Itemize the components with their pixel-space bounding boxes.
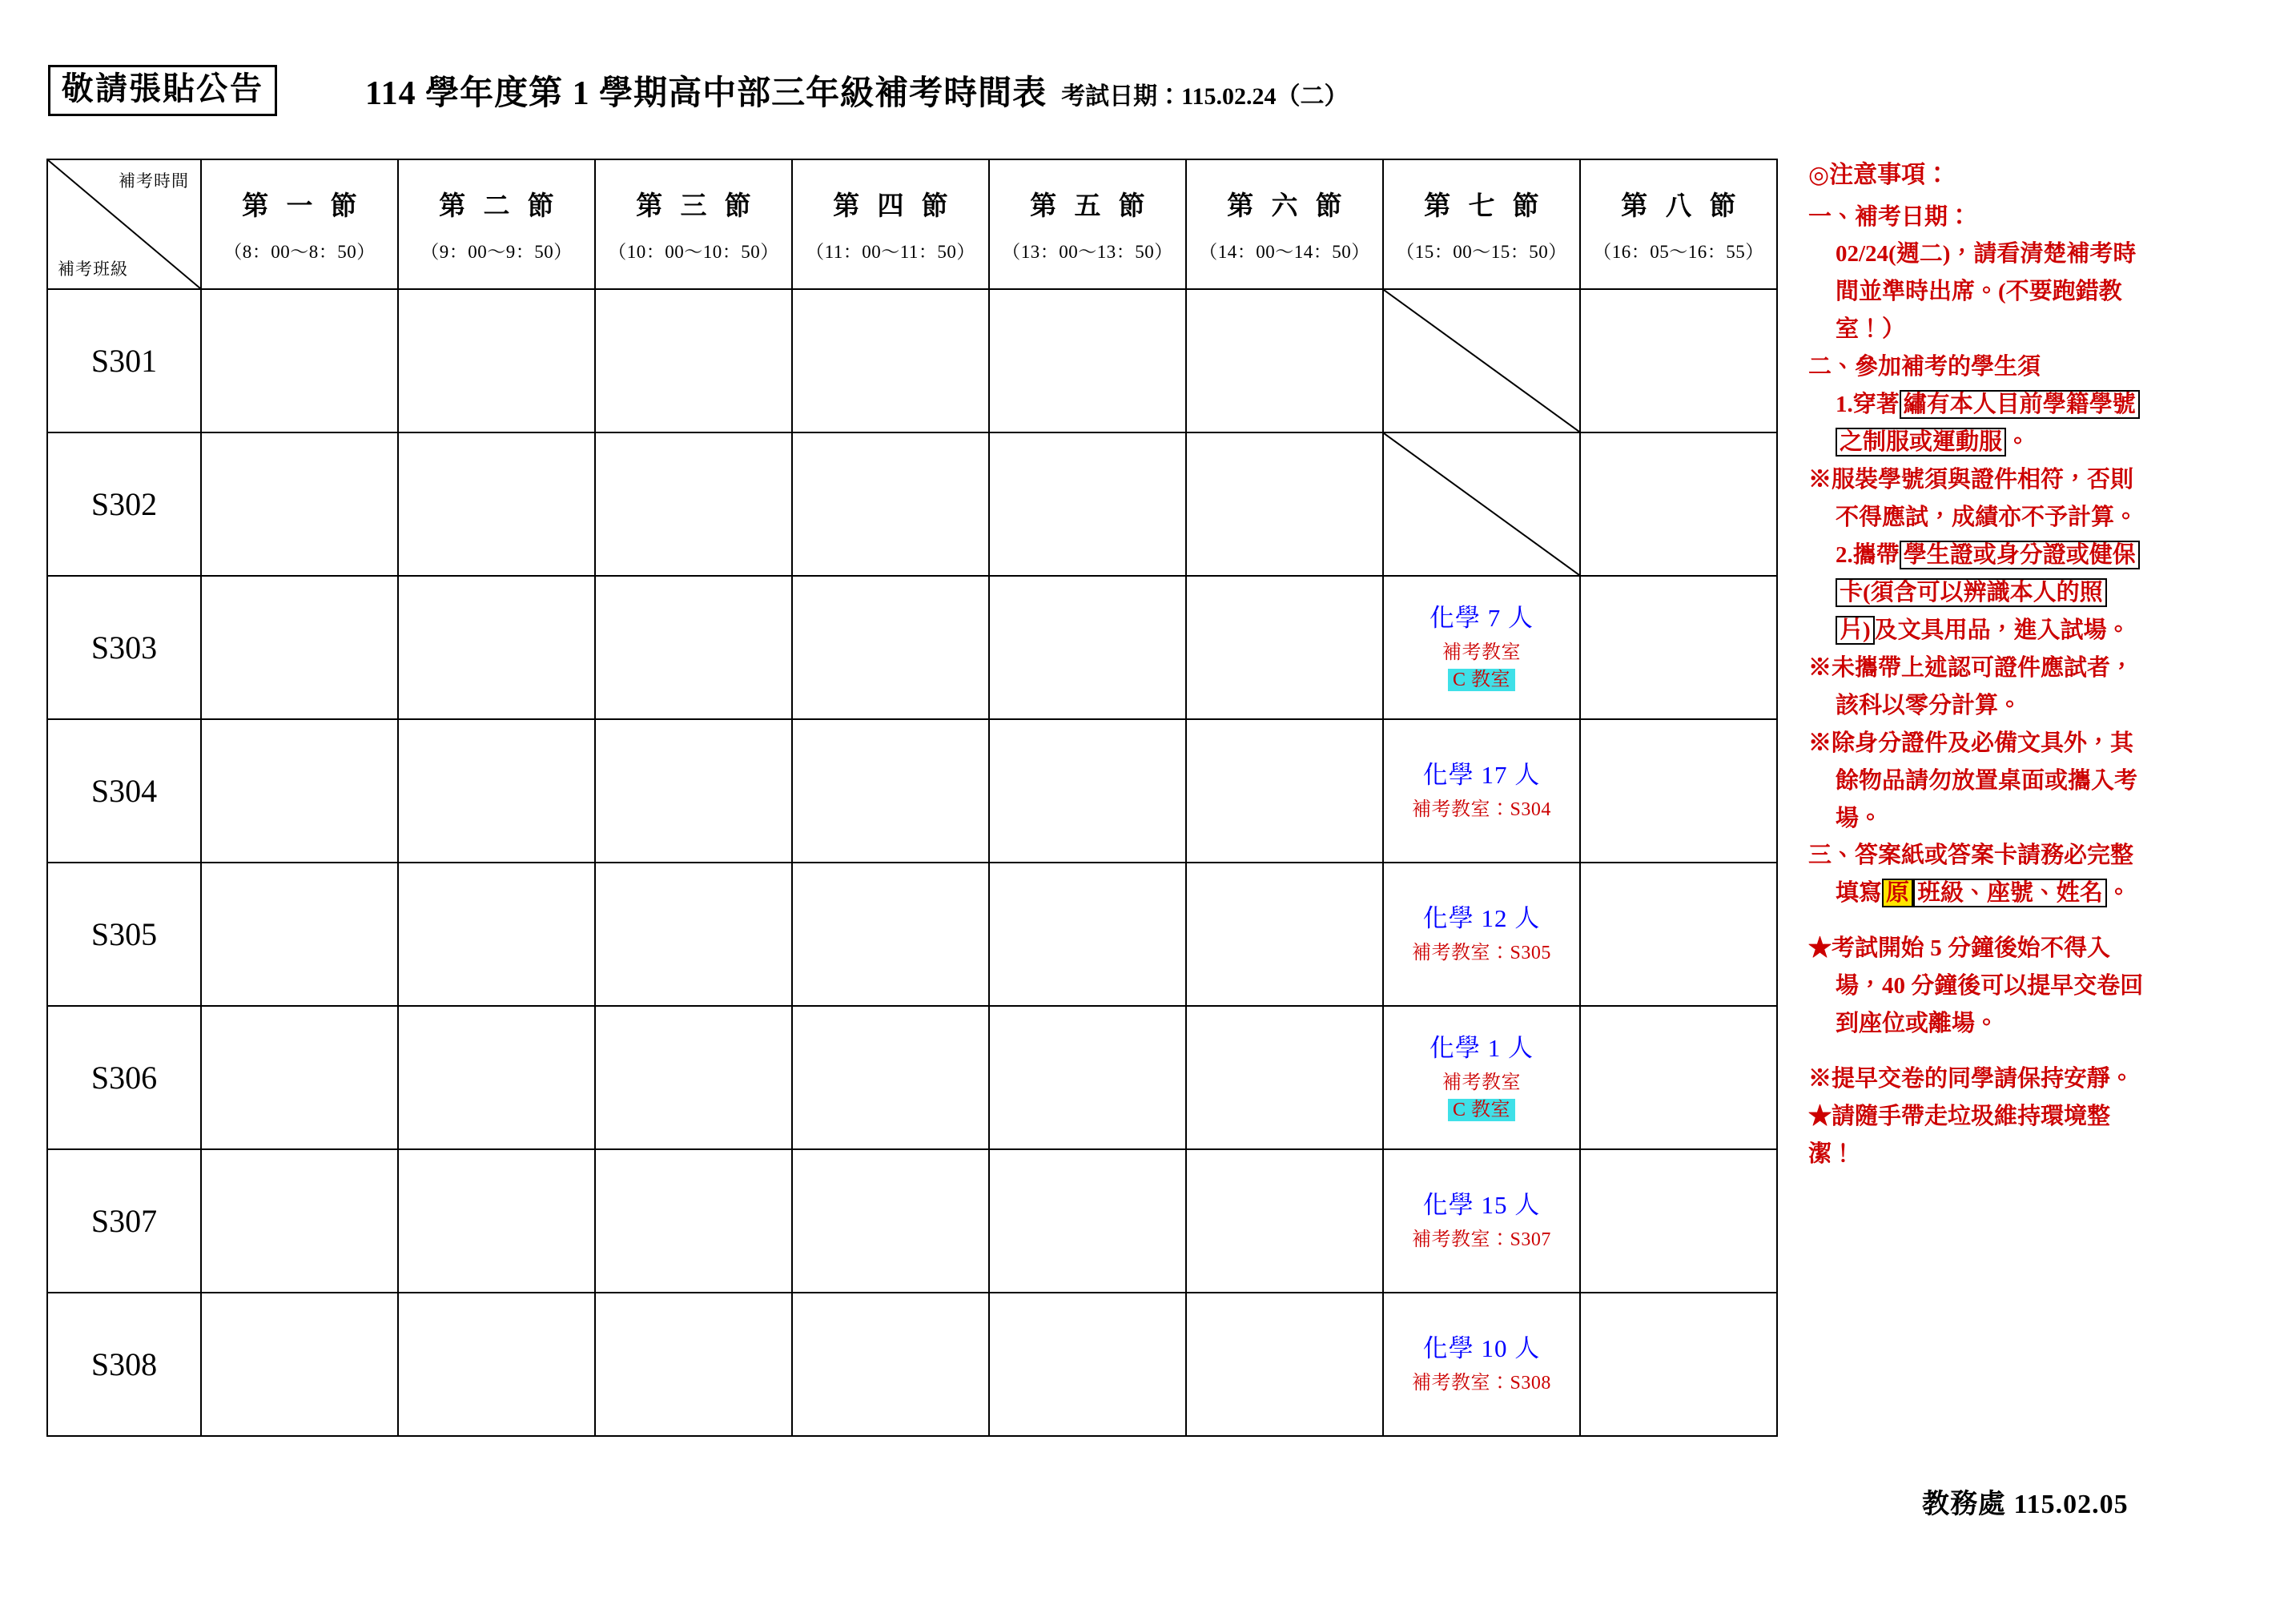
exam-room-wrap (1387, 668, 1576, 692)
page-header (48, 62, 2248, 119)
note-d: ※提早交卷的同學請保持安靜。 (1808, 1066, 2134, 1092)
note-item2-1-boxed2: 之制服或運動服 (1836, 428, 2006, 457)
period-time-6: （14：00～14：50） (1199, 242, 1370, 262)
slot-s307-p6 (1186, 1149, 1383, 1293)
exam-date: 考試日期：115.02.24（二） (1061, 83, 1349, 110)
slot-s308-p5 (989, 1293, 1186, 1436)
slot-s304-p1 (201, 719, 398, 863)
note-star1-line3: 到座位或離場。 (1836, 1011, 1999, 1037)
slot-s302-p2 (398, 432, 595, 576)
slot-s307-p5 (989, 1149, 1186, 1293)
slot-s301-p1 (201, 289, 398, 432)
corner-header-cell (47, 159, 201, 289)
exam-room-label: 補考教室：S307 (1412, 1229, 1551, 1250)
notes-spacer-2 (1808, 1044, 2265, 1061)
note-item3-highlight: 原 (1882, 879, 1913, 907)
slot-s306-p2 (398, 1006, 595, 1149)
note-star2-line2: 潔！ (1808, 1141, 1856, 1167)
slot-s305-p4 (792, 863, 989, 1006)
slot-s306-p8 (1580, 1006, 1777, 1149)
note-item2-1-prefix: 1.穿著 (1836, 392, 1900, 418)
period-name-3: 第 三 節 (636, 192, 757, 221)
period-time-8: （16：05～16：55） (1593, 242, 1764, 262)
period-name-8: 第 八 節 (1621, 192, 1742, 221)
slot-s306-p5 (989, 1006, 1186, 1149)
slot-s305-p8 (1580, 863, 1777, 1006)
corner-class-label: 補考班級 (58, 259, 128, 279)
diagonal-strike-icon (1384, 290, 1579, 432)
slot-s301-p8 (1580, 289, 1777, 432)
note-c-line1: ※除身分證件及必備文具外，其 (1808, 730, 2134, 756)
exam-subject: 化學 7 人 (1429, 604, 1534, 633)
exam-entry (1384, 1028, 1579, 1127)
note-item1-line2: 間並準時出席。(不要跑錯教 (1836, 279, 2122, 305)
note-star2-line1: ★請隨手帶走垃圾維持環境整 (1808, 1104, 2111, 1130)
exam-date-emphasis: 02/24(週二) (1836, 241, 1951, 267)
note-item2-2-prefix: 2.攜帶 (1836, 541, 1900, 568)
note-item2-1-line2 (1808, 424, 2265, 461)
table-row (47, 719, 1777, 863)
slot-s304-p2 (398, 719, 595, 863)
exam-entry (1384, 899, 1579, 970)
period-time-2: （9：00～9：50） (420, 242, 573, 262)
slot-s302-p7 (1383, 432, 1580, 576)
slot-s305-p1 (201, 863, 398, 1006)
slot-s303-p6 (1186, 576, 1383, 719)
slot-s305-p3 (595, 863, 792, 1006)
note-star1-line1: ★考試開始 5 分鐘後始不得入 (1808, 935, 2111, 962)
diagonal-strike-icon (1384, 433, 1579, 575)
class-label-s305: S305 (47, 863, 201, 1006)
slot-s304-p6 (1186, 719, 1383, 863)
exam-entry (1384, 598, 1579, 697)
period-header-2 (398, 159, 595, 289)
period-time-4: （11：00～11：50） (806, 242, 975, 262)
table-row (47, 289, 1777, 432)
note-a-line2: 不得應試，成績亦不予計算。 (1836, 505, 2138, 530)
class-label-s302: S302 (47, 432, 201, 576)
note-item1-line1 (1808, 236, 2265, 272)
note-b-line1: ※未攜帶上述認可證件應試者， (1808, 654, 2134, 681)
slot-s301-p2 (398, 289, 595, 432)
notes-spacer-1 (1808, 913, 2265, 931)
slot-s302-p8 (1580, 432, 1777, 576)
period-header-7 (1383, 159, 1580, 289)
slot-s302-p1 (201, 432, 398, 576)
exam-entry (1384, 1329, 1579, 1400)
slot-s308-p1 (201, 1293, 398, 1436)
slot-s308-p4 (792, 1293, 989, 1436)
slot-s303-p7 (1383, 576, 1580, 719)
period-name-6: 第 六 節 (1227, 192, 1348, 221)
slot-s303-p2 (398, 576, 595, 719)
slot-s302-p4 (792, 432, 989, 576)
table-header-row (47, 159, 1777, 289)
slot-s305-p5 (989, 863, 1186, 1006)
note-item1-heading: 一、補考日期： (1808, 203, 1972, 230)
note-item2-1-line1 (1808, 387, 2265, 423)
slot-s304-p4 (792, 719, 989, 863)
slot-s307-p4 (792, 1149, 989, 1293)
notes-title: ◎注意事項： (1808, 162, 1950, 188)
note-item2-2-line2 (1808, 575, 2265, 611)
note-item1-line1-rest: ，請看清楚補考時 (1950, 241, 2137, 267)
note-item2-2-suffix: 及文具用品，進入試場。 (1874, 617, 2130, 643)
office-signature: 教務處 115.02.05 (1922, 1490, 2129, 1519)
slot-s306-p7 (1383, 1006, 1580, 1149)
period-header-8 (1580, 159, 1777, 289)
slot-s307-p1 (201, 1149, 398, 1293)
period-header-1 (201, 159, 398, 289)
class-label-s304: S304 (47, 719, 201, 863)
exam-subject: 化學 12 人 (1422, 904, 1541, 933)
exam-subject: 化學 1 人 (1429, 1034, 1534, 1063)
table-row (47, 432, 1777, 576)
note-c-line3: 場。 (1836, 805, 1883, 831)
slot-s303-p3 (595, 576, 792, 719)
slot-s306-p1 (201, 1006, 398, 1149)
slot-s302-p6 (1186, 432, 1383, 576)
table-row (47, 576, 1777, 719)
note-item2-1-suffix: 。 (2006, 429, 2030, 456)
exam-room-value: C 教室 (1448, 669, 1515, 691)
period-name-2: 第 二 節 (439, 192, 560, 221)
notes-panel (1808, 157, 2265, 1174)
class-label-s306: S306 (47, 1006, 201, 1149)
period-name-4: 第 四 節 (833, 192, 954, 221)
exam-room-label: 補考教室：S304 (1412, 798, 1551, 820)
note-star1-line2: 場，40 分鐘後可以提早交卷回 (1836, 973, 2144, 1000)
note-item3-line2 (1808, 875, 2265, 911)
slot-s304-p5 (989, 719, 1186, 863)
slot-s303-p4 (792, 576, 989, 719)
note-item3-boxed: 班級、座號、姓名 (1913, 879, 2107, 907)
table-row (47, 1293, 1777, 1436)
exam-room-label: 補考教室：S308 (1412, 1372, 1551, 1394)
slot-s308-p7 (1383, 1293, 1580, 1436)
class-label-s303: S303 (47, 576, 201, 719)
note-item2-2-boxed2: 卡(須含可以辨識本人的照 (1836, 578, 2107, 607)
slot-s306-p3 (595, 1006, 792, 1149)
page-title: 114 學年度第 1 學期高中部三年級補考時間表 (365, 75, 1047, 112)
title-block (365, 66, 1349, 115)
exam-subject: 化學 17 人 (1422, 761, 1541, 790)
note-item2-2-line3 (1808, 613, 2265, 649)
slot-s304-p8 (1580, 719, 1777, 863)
slot-s303-p5 (989, 576, 1186, 719)
slot-s307-p7 (1383, 1149, 1580, 1293)
class-label-s307: S307 (47, 1149, 201, 1293)
slot-s305-p6 (1186, 863, 1383, 1006)
class-label-s301: S301 (47, 289, 201, 432)
slot-s304-p3 (595, 719, 792, 863)
class-label-s308: S308 (47, 1293, 201, 1436)
slot-s307-p8 (1580, 1149, 1777, 1293)
slot-s301-p7 (1383, 289, 1580, 432)
exam-room-label: 補考教室 (1442, 642, 1521, 663)
exam-room-value: C 教室 (1448, 1099, 1515, 1121)
slot-s303-p8 (1580, 576, 1777, 719)
period-header-6 (1186, 159, 1383, 289)
makeup-exam-schedule-table (46, 159, 1778, 1437)
period-time-7: （15：00～15：50） (1396, 242, 1567, 262)
note-item2-2-boxed: 學生證或身分證或健保 (1900, 541, 2140, 569)
slot-s308-p3 (595, 1293, 792, 1436)
period-name-7: 第 七 節 (1424, 192, 1545, 221)
slot-s303-p1 (201, 576, 398, 719)
table-row (47, 863, 1777, 1006)
slot-s301-p4 (792, 289, 989, 432)
slot-s308-p6 (1186, 1293, 1383, 1436)
exam-subject: 化學 10 人 (1422, 1334, 1541, 1363)
period-time-5: （13：00～13：50） (1002, 242, 1173, 262)
exam-room-label: 補考教室 (1442, 1072, 1521, 1093)
note-item2-heading: 二、參加補考的學生須 (1808, 354, 2041, 380)
note-c-line2: 餘物品請勿放置桌面或攜入考 (1836, 767, 2138, 794)
period-name-5: 第 五 節 (1030, 192, 1151, 221)
exam-entry (1384, 1185, 1579, 1257)
table-row (47, 1006, 1777, 1149)
slot-s306-p4 (792, 1006, 989, 1149)
note-a-line1: ※服裝學號須與證件相符，否則 (1808, 467, 2134, 493)
slot-s307-p3 (595, 1149, 792, 1293)
period-time-1: （8：00～8：50） (223, 242, 376, 262)
exam-room-wrap (1387, 1098, 1576, 1122)
post-notice-badge: 敬請張貼公告 (48, 65, 277, 116)
slot-s306-p6 (1186, 1006, 1383, 1149)
period-time-3: （10：00～10：50） (608, 242, 779, 262)
table-row (47, 1149, 1777, 1293)
period-header-3 (595, 159, 792, 289)
period-header-5 (989, 159, 1186, 289)
slot-s308-p8 (1580, 1293, 1777, 1436)
slot-s302-p5 (989, 432, 1186, 576)
slot-s304-p7 (1383, 719, 1580, 863)
slot-s305-p7 (1383, 863, 1580, 1006)
slot-s305-p2 (398, 863, 595, 1006)
exam-subject: 化學 15 人 (1422, 1191, 1541, 1220)
note-item3-suffix: 。 (2107, 880, 2131, 907)
exam-entry (1384, 755, 1579, 827)
note-b-line2: 該科以零分計算。 (1836, 692, 2022, 718)
slot-s301-p3 (595, 289, 792, 432)
note-item3-prefix: 填寫 (1836, 880, 1883, 907)
note-item2-2-line1 (1808, 537, 2265, 573)
note-item1-line3: 室！） (1836, 316, 1906, 343)
slot-s301-p5 (989, 289, 1186, 432)
period-name-1: 第 一 節 (242, 192, 363, 221)
slot-s308-p2 (398, 1293, 595, 1436)
slot-s302-p3 (595, 432, 792, 576)
period-header-4 (792, 159, 989, 289)
note-item3-line1: 三、答案紙或答案卡請務必完整 (1808, 843, 2134, 869)
exam-room-label: 補考教室：S305 (1412, 942, 1551, 963)
note-item2-2-boxed3: 片) (1836, 616, 1875, 645)
corner-time-label: 補考時間 (119, 171, 189, 191)
note-item2-1-boxed: 繡有本人目前學籍學號 (1900, 390, 2140, 419)
slot-s301-p6 (1186, 289, 1383, 432)
slot-s307-p2 (398, 1149, 595, 1293)
